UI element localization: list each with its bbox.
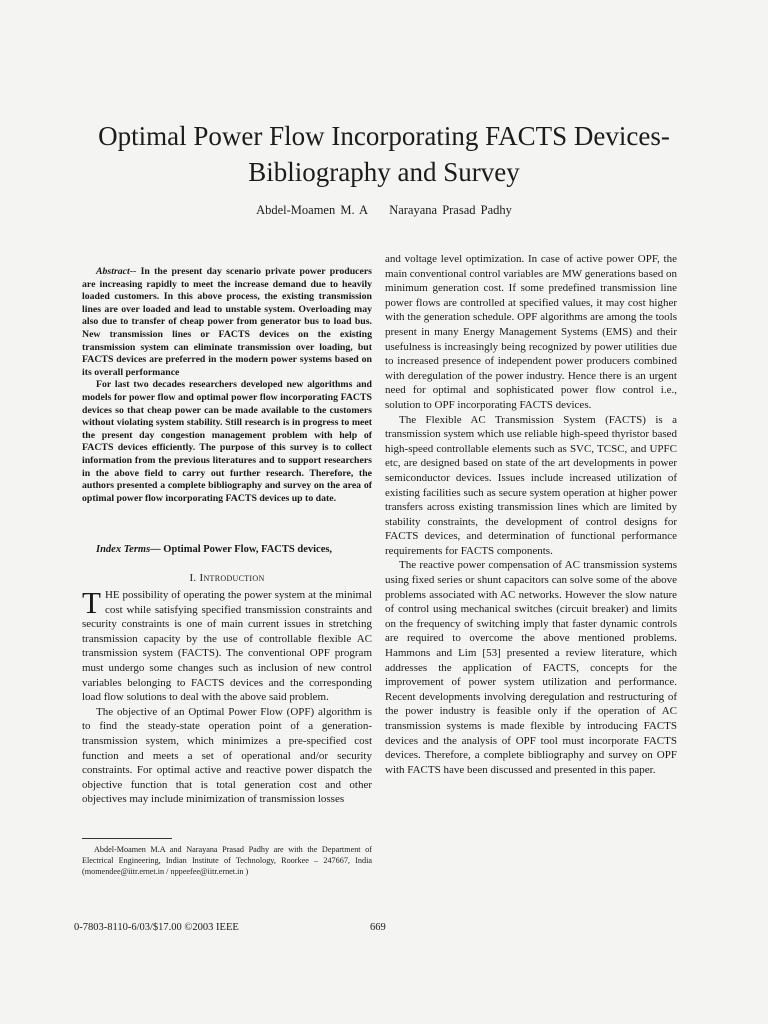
index-terms xyxy=(82,543,372,558)
right-paragraph-1: and voltage level optimization. In case of active power OPF, the main conventional control variables are MW generations based on minimum generation cost. If some predefined transmission line power flows are controlled at specified values, it may cost higher with the generation schedule. OPF algorithms are among the tools present in many Energy Management Systems (EMS) and their usefulness is increasingly being recognized by power utilities due to increased presence of independent power producers combined with deregulation of the power industry. Hence there is an urgent need for optimal and sophisticated power flow control i.e., solution to OPF incorporating FACTS devices. xyxy=(385,253,677,411)
index-terms-text: — Optimal Power Flow, FACTS devices, xyxy=(150,544,333,555)
intro-paragraph-2: The objective of an Optimal Power Flow (OPF) algorithm is to find the steady-state operation point of a generation-transmission system, which minimizes a pre-specified cost function and meets a set of operational and/or security constraints. For optimal active and reactive power dispatch the objective function that is total generation cost and other objectives may include minimization of transmission losses xyxy=(82,705,372,806)
section-heading: I. Introduction xyxy=(189,572,265,584)
abstract-text-1: In the present day scenario private power producers are increasing rapidly to meet the increase demand due to heavily loaded customers. In this above process, the existing transmission lines are over loaded and lead to unstable system. Overloading may also due to transfer of cheap power from generator bus to load bus. New transmission lines or FACTS devices on the existing transmission system can eliminate transmission over loading, but FACTS devices are preferred in the modern power systems based on its overall performance xyxy=(82,266,372,378)
right-column xyxy=(385,252,677,777)
footnote-rule xyxy=(82,838,172,839)
author-footnote: Abdel-Moamen M.A and Narayana Prasad Padhy are with the Department of Electrical Engineering, Indian Institute of Technology, Roorkee – 247667, India (momendee@iitr.ernet.in / nppeefee@iitr.ernet.in ) xyxy=(82,845,372,876)
index-terms-label: Index Terms xyxy=(96,544,151,555)
abstract-label: Abstract-- xyxy=(96,266,137,277)
right-paragraph-2: The Flexible AC Transmission System (FACTS) is a transmission system which use reliable high-speed thyristor based high-speed controllable elements such as SVC, TCSC, and UPFC etc, are designed based on state of the art developments in power semiconductor devices. Issues include increased utilization of existing facilities such as secure system operation at higher power transfers across existing transmission lines which are limited by stability constraints, the development of control designs for FACTS devices, and determination of functional performance requirements for FACTS components. xyxy=(385,413,677,557)
author-1: Abdel-Moamen M. A xyxy=(256,203,369,217)
drop-cap: T xyxy=(82,585,101,620)
right-paragraph-3: The reactive power compensation of AC transmission systems using fixed series or shunt capacitors can solve some of the above problems associated with AC networks. However the slow nature of control using mechanical switches (circuit breaker) and limits on the frequency of switching imply that faster dynamic controls are required to overcome the above mentioned problems. Hammons and Lim [53] presented a review literature, which addresses the application of FACTS, concepts for the improvement of power system utilization and performance. Recent developments involving deregulation and restructuring of the power industry is feasible only if the operation of AC transmission systems is made flexible by introducing FACTS devices and the analysis of OPF tool must incorporate FACTS devices. Therefore, a complete bibliography and survey on OPF with FACTS have been discussed and presented in this paper. xyxy=(385,559,677,776)
intro-text-1: HE possibility of operating the power system at the minimal cost while satisfying specified transmission constraints and security constraints is one of main current issues in stretching transmission capacity by the use of controllable flexible AC transmission system (FACTS). The conventional OPF program must undergo some changes such as inclusion of new control variables belonging to FACTS devices and the corresponding load flow solutions to deal with the above said problem. xyxy=(82,589,372,704)
abstract-paragraph-2: For last two decades researchers developed new algorithms and models for power flow and optimal power flow incorporating FACTS devices so that cheap power can be made available to the customers without violating system stability. Still research is in progress to meet the present day congestion management problem with help of FACTS devices efficiently. The purpose of this survey is to collect information from the previous literatures and to support researchers in the above field to carry out further research. Therefore, the authors presented a complete bibliography and survey on the area of optimal power flow incorporating FACTS devices up to date. xyxy=(82,379,372,504)
copyright-footer: 0-7803-8110-6/03/$17.00 ©2003 IEEE xyxy=(74,922,239,933)
intro-paragraph-1 xyxy=(82,585,372,705)
author-list xyxy=(200,203,568,218)
page-number: 669 xyxy=(370,922,386,933)
introduction xyxy=(82,585,372,807)
paper-title: Optimal Power Flow Incorporating FACTS Devices- Bibliography and Survey xyxy=(98,121,670,187)
author-2: Narayana Prasad Padhy xyxy=(389,203,512,217)
abstract-paragraph-1 xyxy=(82,266,372,379)
abstract xyxy=(82,266,372,505)
